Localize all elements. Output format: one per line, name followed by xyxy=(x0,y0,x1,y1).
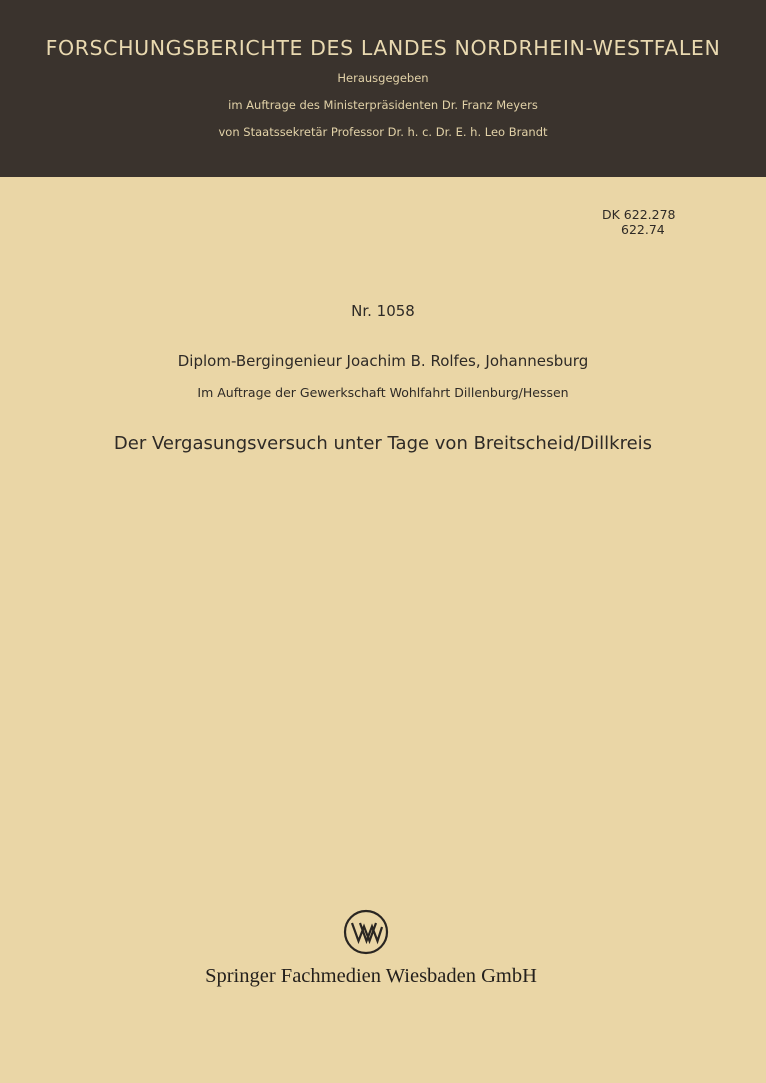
commissioner-line: im Auftrage des Ministerpräsidenten Dr. Franz Meyers xyxy=(228,98,538,112)
classification-code-secondary: 622.74 xyxy=(621,222,665,237)
publisher-vw-emblem-icon xyxy=(343,909,389,955)
series-title: FORSCHUNGSBERICHTE DES LANDES NORDRHEIN-WESTFALEN xyxy=(45,36,721,60)
editor-note-line: Herausgegeben xyxy=(337,71,429,85)
book-title: Der Vergasungsversuch unter Tage von Breitscheid/Dillkreis xyxy=(113,433,653,454)
classification-code-primary: DK 622.278 xyxy=(602,207,676,222)
classification-code xyxy=(602,207,676,237)
author-line: Diplom-Bergingenieur Joachim B. Rolfes, Johannesburg xyxy=(177,352,589,370)
publisher-name: Springer Fachmedien Wiesbaden GmbH xyxy=(205,965,537,987)
commission-line: Im Auftrage der Gewerkschaft Wohlfahrt Dillenburg/Hessen xyxy=(197,385,569,400)
report-number: Nr. 1058 xyxy=(351,302,415,320)
series-header-band xyxy=(0,0,766,177)
secretary-line: von Staatssekretär Professor Dr. h. c. Dr. E. h. Leo Brandt xyxy=(218,125,548,139)
